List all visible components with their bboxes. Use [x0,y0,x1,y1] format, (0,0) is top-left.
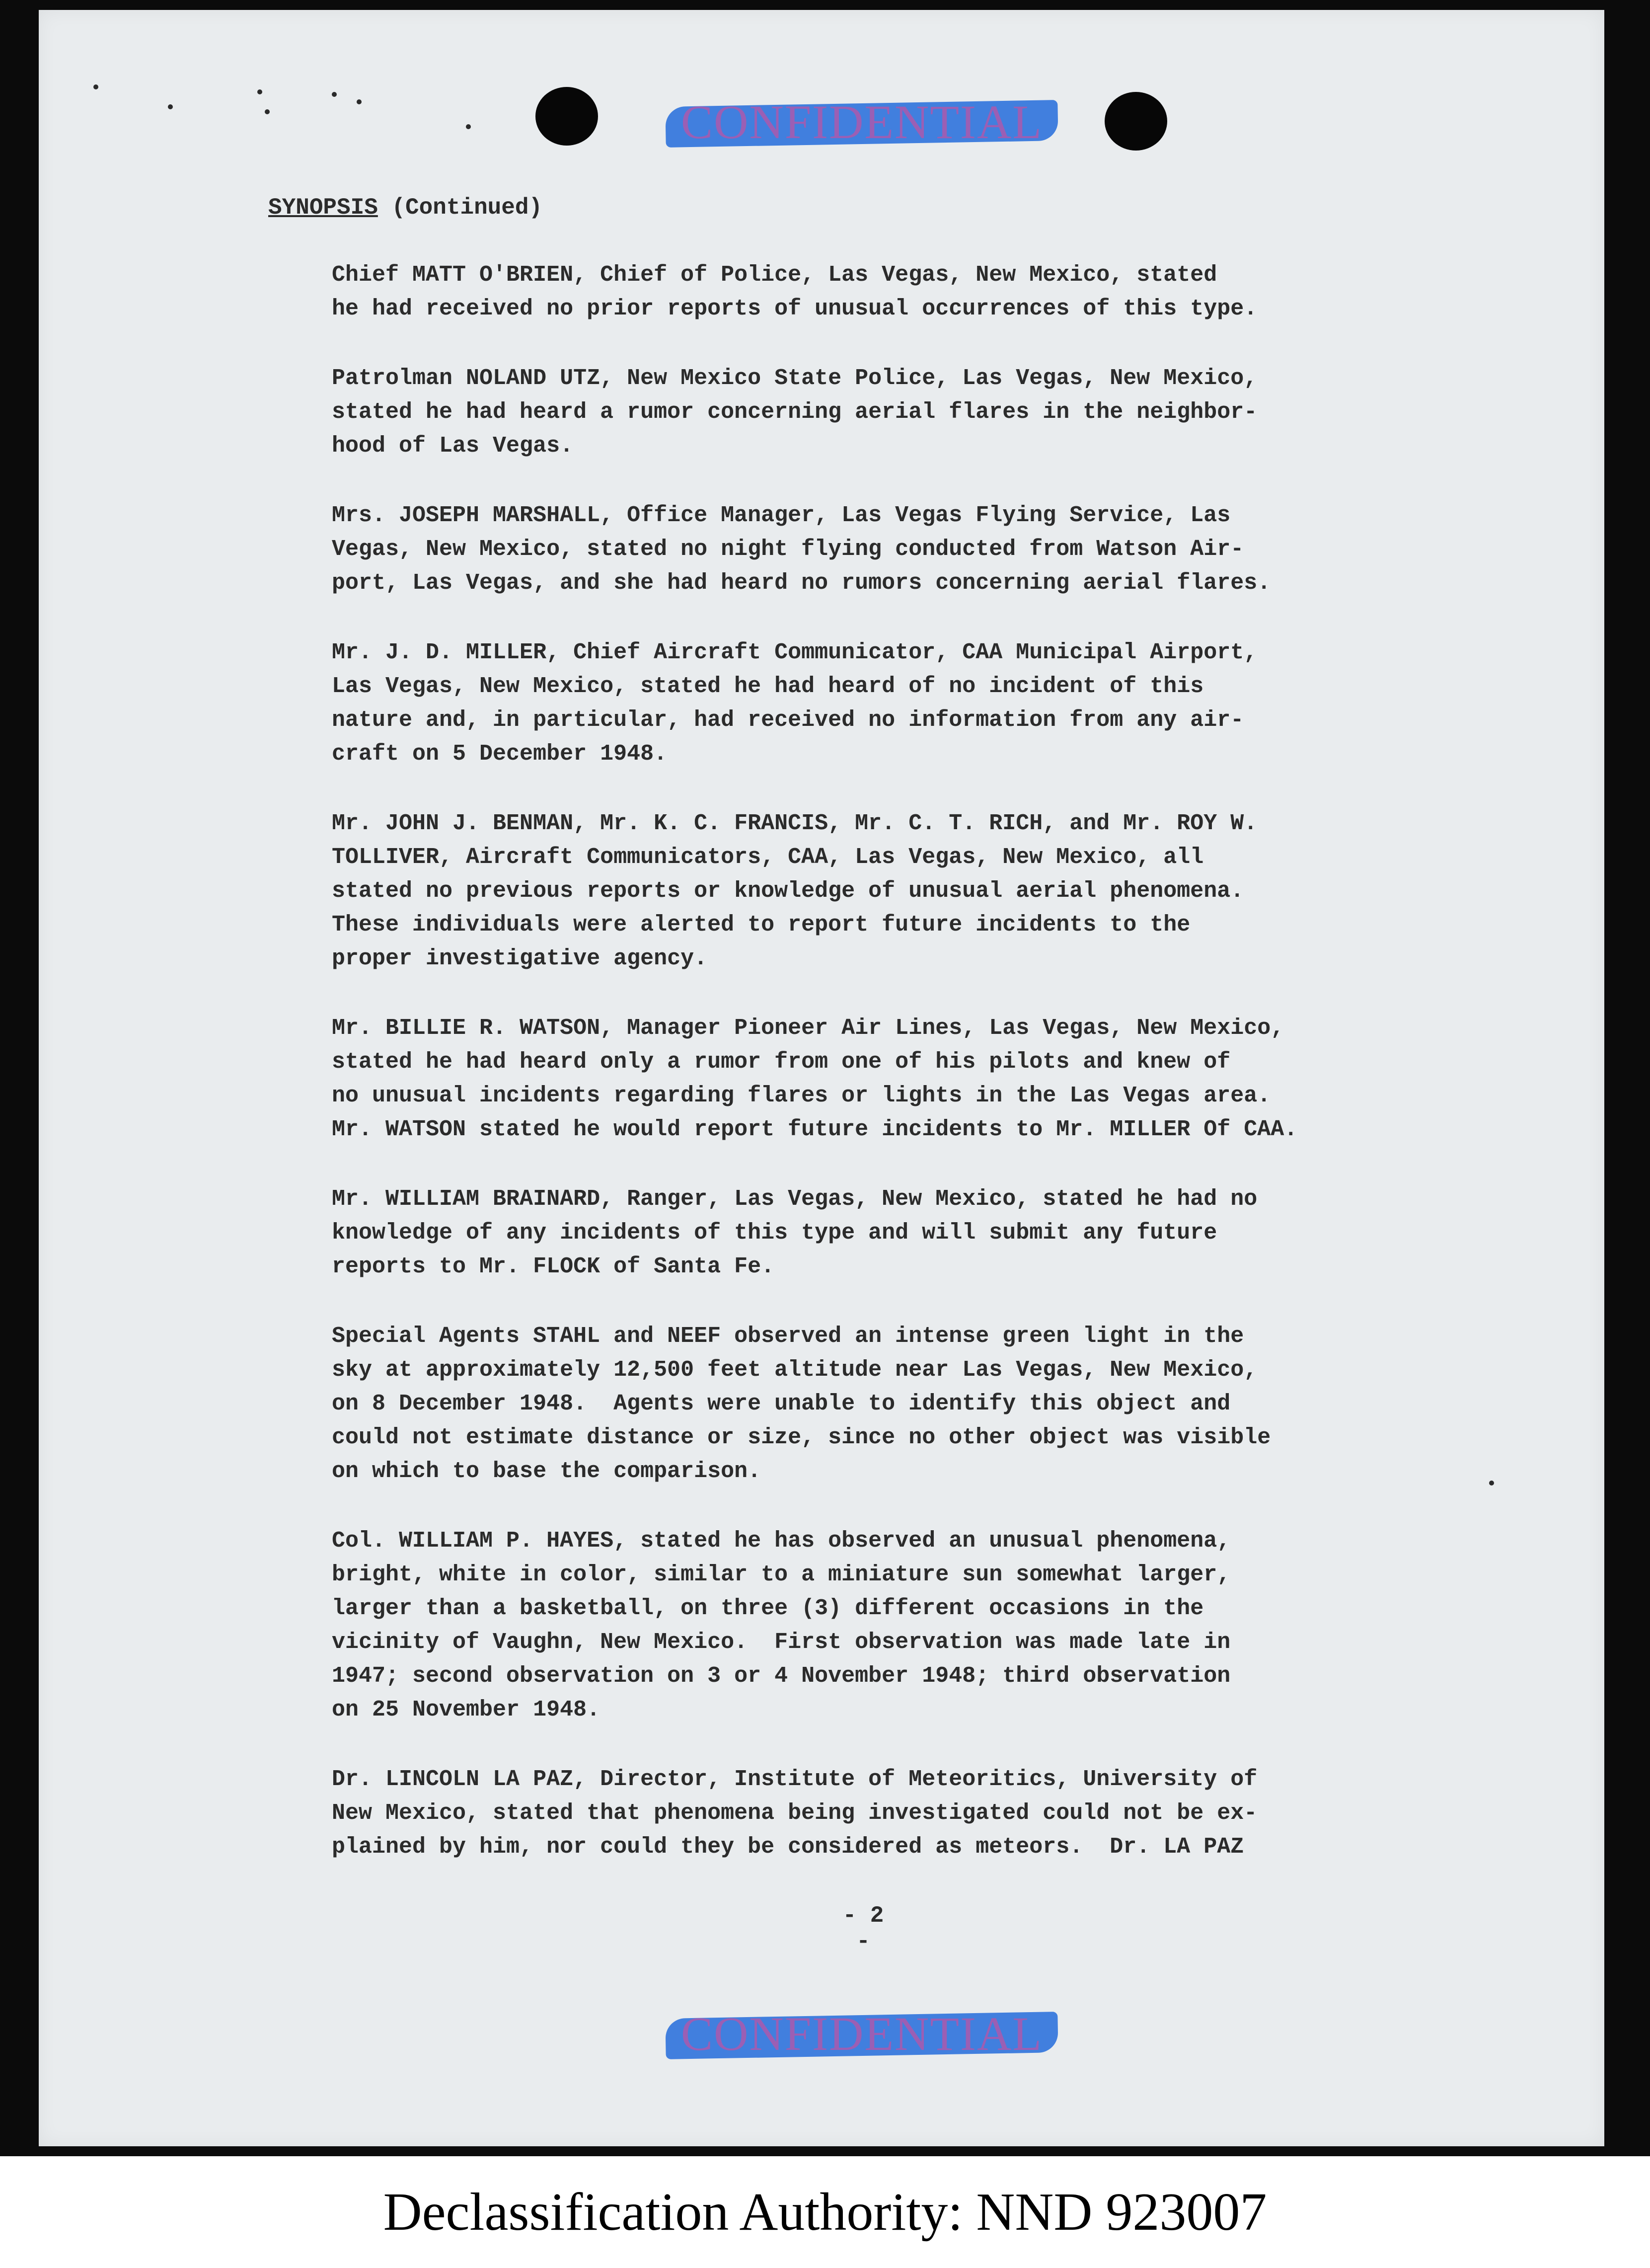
text-line: on which to base the comparison. [332,1459,761,1484]
text-line: Mr. WATSON stated he would report future incidents to Mr. MILLER Of CAA. [332,1117,1298,1142]
text-line: plained by him, nor could they be considered as meteors. Dr. LA PAZ [332,1834,1244,1860]
text-line: craft on 5 December 1948. [332,741,668,767]
text-line: Mr. J. D. MILLER, Chief Aircraft Communicator, CAA Municipal Airport, [332,640,1258,665]
text-line: nature and, in particular, had received no information from any air- [332,707,1244,733]
text-line: Mr. WILLIAM BRAINARD, Ranger, Las Vegas, New Mexico, stated he had no [332,1186,1258,1212]
text-line: on 8 December 1948. Agents were unable to identify this object and [332,1391,1231,1416]
ink-speck [466,124,471,129]
ink-speck [357,99,362,104]
punch-hole-right [1105,92,1167,151]
synopsis-paragraph [332,1182,1534,1284]
text-line: vicinity of Vaughn, New Mexico. First observation was made late in [332,1630,1231,1655]
text-line: could not estimate distance or size, since no other object was visible [332,1425,1271,1450]
text-line: port, Las Vegas, and she had heard no rumors concerning aerial flares. [332,570,1271,596]
text-line: no unusual incidents regarding flares or lights in the Las Vegas area. [332,1083,1271,1108]
text-line: knowledge of any incidents of this type and will submit any future [332,1220,1217,1246]
text-line: Mrs. JOSEPH MARSHALL, Office Manager, Las Vegas Flying Service, Las [332,503,1231,528]
page-number: - 2 - [842,1903,884,1955]
synopsis-paragraph [332,362,1534,463]
synopsis-paragraph [332,258,1534,326]
synopsis-paragraph [332,807,1534,976]
ink-speck [257,89,262,94]
text-line: Mr. BILLIE R. WATSON, Manager Pioneer Air Lines, Las Vegas, New Mexico, [332,1016,1284,1041]
text-line: Chief MATT O'BRIEN, Chief of Police, Las Vegas, New Mexico, stated [332,262,1217,288]
text-line: 1947; second observation on 3 or 4 November 1948; third observation [332,1663,1231,1689]
synopsis-paragraph [332,1012,1534,1147]
ink-speck [265,109,270,114]
text-line: on 25 November 1948. [332,1697,600,1722]
text-line: Col. WILLIAM P. HAYES, stated he has observed an unusual phenomena, [332,1528,1231,1554]
ink-speck [168,104,173,109]
heading-synopsis: SYNOPSIS [268,195,378,221]
synopsis-body [332,258,1534,1900]
declassification-caption: Declassification Authority: NND 923007 [383,2183,1267,2242]
synopsis-paragraph [332,499,1534,600]
punch-hole-left [535,87,598,146]
synopsis-paragraph [332,1524,1534,1727]
text-line: These individuals were alerted to report future incidents to the [332,912,1191,938]
text-line: Mr. JOHN J. BENMAN, Mr. K. C. FRANCIS, Mr. C. T. RICH, and Mr. ROY W. [332,811,1258,836]
synopsis-paragraph [332,636,1534,771]
text-line: stated no previous reports or knowledge of unusual aerial phenomena. [332,878,1244,904]
document-page [39,10,1604,2146]
confidential-stamp-bottom [646,2006,1078,2062]
text-line: larger than a basketball, on three (3) different occasions in the [332,1596,1204,1621]
text-line: Patrolman NOLAND UTZ, New Mexico State Police, Las Vegas, New Mexico, [332,366,1258,391]
text-line: Dr. LINCOLN LA PAZ, Director, Institute of Meteoritics, University of [332,1767,1258,1792]
section-heading [268,195,542,221]
text-line: bright, white in color, similar to a miniature sun somewhat larger, [332,1562,1231,1587]
synopsis-paragraph [332,1320,1534,1488]
heading-continued: (Continued) [377,195,543,221]
text-line: he had received no prior reports of unusual occurrences of this type. [332,296,1258,321]
text-line: Las Vegas, New Mexico, stated he had heard of no incident of this [332,674,1204,699]
synopsis-paragraph [332,1763,1534,1864]
stamp-text: CONFIDENTIAL [681,2007,1043,2060]
ink-speck [93,84,98,89]
text-line: hood of Las Vegas. [332,433,574,459]
text-line: stated he had heard a rumor concerning aerial flares in the neighbor- [332,399,1258,425]
text-line: sky at approximately 12,500 feet altitude near Las Vegas, New Mexico, [332,1357,1258,1383]
text-line: TOLLIVER, Aircraft Communicators, CAA, Las Vegas, New Mexico, all [332,845,1204,870]
text-line: stated he had heard only a rumor from one of his pilots and knew of [332,1049,1231,1075]
text-line: proper investigative agency. [332,946,708,971]
stamp-text: CONFIDENTIAL [681,95,1043,149]
text-line: Vegas, New Mexico, stated no night flying conducted from Watson Air- [332,537,1244,562]
text-line: New Mexico, stated that phenomena being investigated could not be ex- [332,1800,1258,1826]
text-line: Special Agents STAHL and NEEF observed an intense green light in the [332,1324,1244,1349]
ink-speck [332,92,337,97]
text-line: reports to Mr. FLOCK of Santa Fe. [332,1254,775,1279]
confidential-stamp-top [646,94,1078,150]
